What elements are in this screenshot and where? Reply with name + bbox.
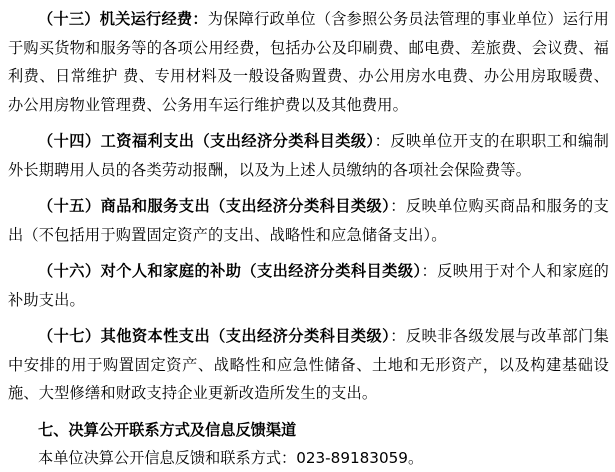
section-16-title: （十六）对个人和家庭的补助（支出经济分类科目类级） xyxy=(38,262,422,280)
section-15-body: ：反映单位购买商品和服务的支出（不包括用于购置固定资产的支出、战略性和应急储备支出）。 xyxy=(8,197,609,244)
contact-text: 本单位决算公开信息反馈和联系方式：023-89183059。 xyxy=(38,448,424,467)
section-13-title: （十三）机关运行经费： xyxy=(38,10,208,28)
chapter-heading: 七、决算公开联系方式及信息反馈渠道 xyxy=(38,420,297,439)
section-13-paragraph xyxy=(8,5,609,119)
section-14-body: ：反映单位开支的在职职工和编制外长期聘用人员的各类劳动报酬，以及为上述人员缴纳的各项社会保险费等。 xyxy=(8,132,609,179)
section-17-title: （十七）其他资本性支出（支出经济分类科目类级） xyxy=(38,327,391,345)
section-17-paragraph xyxy=(8,322,609,408)
section-15-paragraph xyxy=(8,192,609,249)
section-13-body: 为保障行政单位（含参照公务员法管理的事业单位）运行用于购买货物和服务等的各项公用经费，包括办公及印刷费、邮电费、差旅费、会议费、福利费、日常维护 费、专用材料及一般设备购置费、办公用房水电费、办公用房取暖费、办公用房物业管理费、公务用车运行维护费以及其他费用。 xyxy=(8,10,610,114)
section-16-body: ：反映用于对个人和家庭的补助支出。 xyxy=(8,262,609,309)
section-16-paragraph xyxy=(8,257,609,314)
section-14-title: （十四）工资福利支出（支出经济分类科目类级） xyxy=(38,132,375,150)
section-15-title: （十五）商品和服务支出（支出经济分类科目类级） xyxy=(38,197,391,215)
section-17-body: ：反映非各级发展与改革部门集中安排的用于购置固定资产、战略性和应急性储备、土地和无形资产，以及构建基础设施、大型修缮和财政支持企业更新改造所发生的支出。 xyxy=(8,327,609,402)
section-14-paragraph xyxy=(8,127,609,184)
